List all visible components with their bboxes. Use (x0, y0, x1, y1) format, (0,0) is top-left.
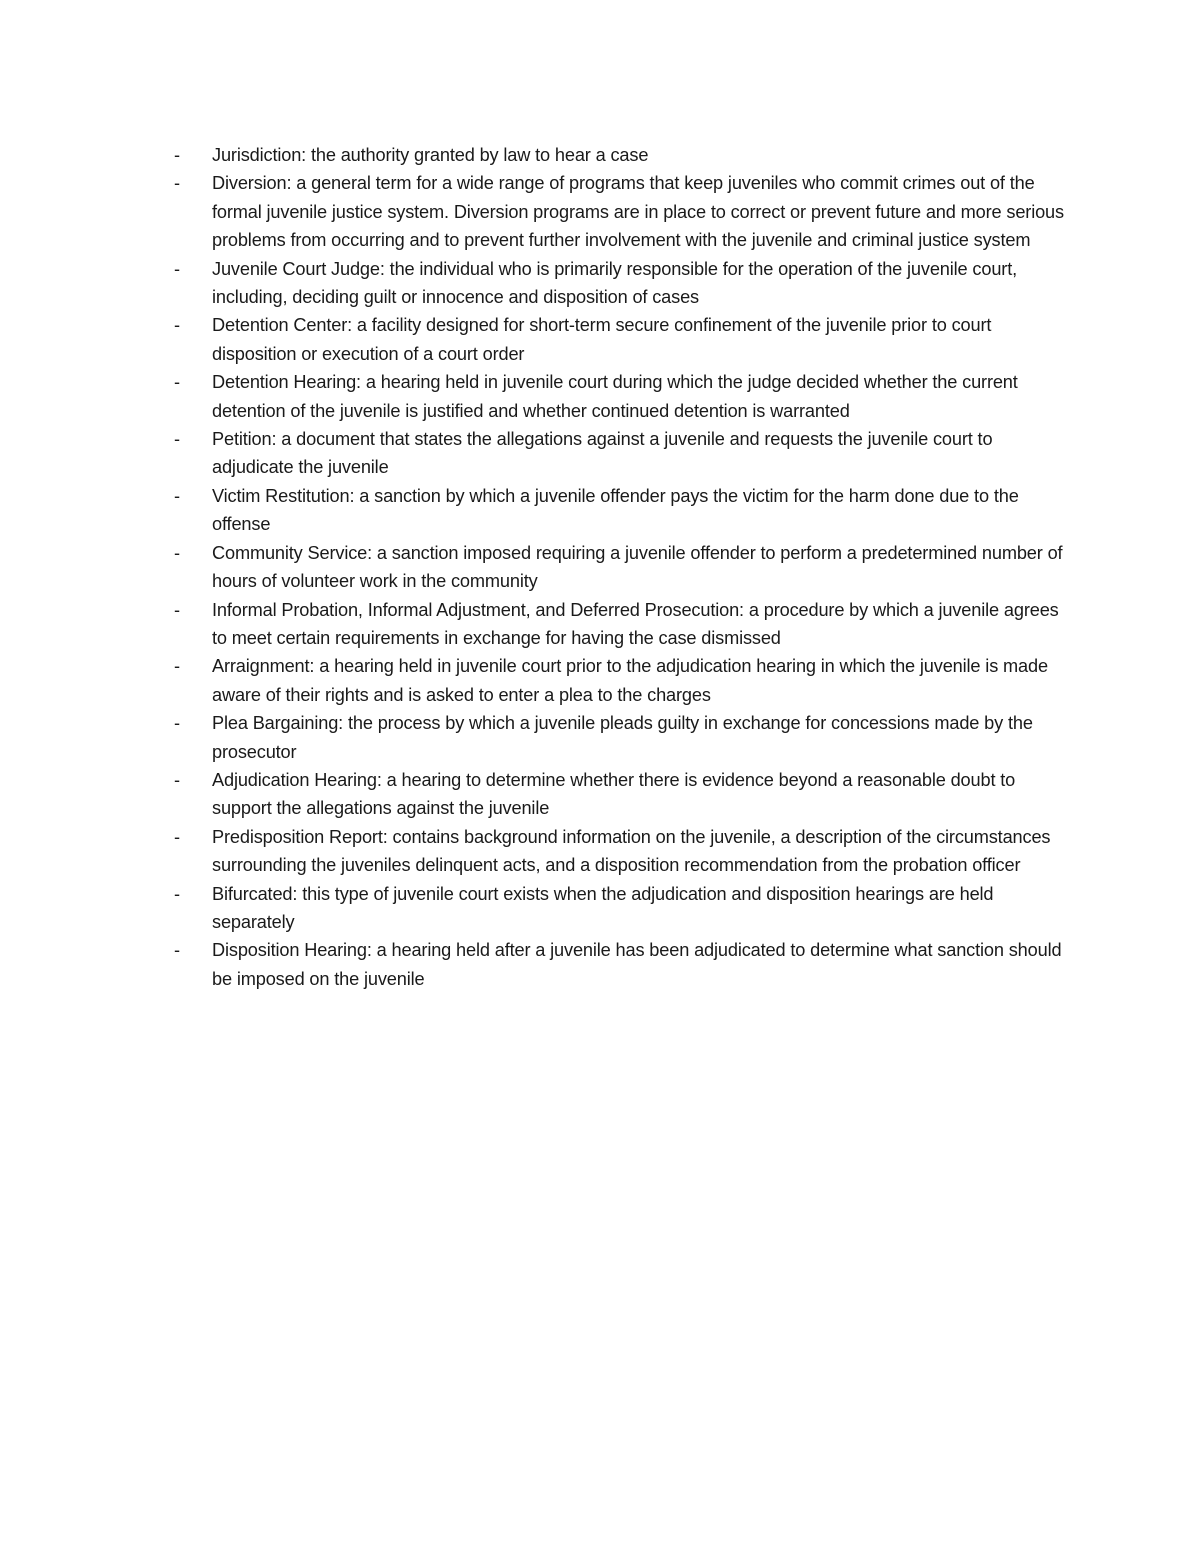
list-item-text: Disposition Hearing: a hearing held after a juvenile has been adjudicated to determine what sanction should be imposed on the juvenile (212, 940, 1062, 989)
bullet-dash: - (174, 145, 180, 165)
bullet-dash: - (174, 883, 180, 904)
list-item-text: Informal Probation, Informal Adjustment, and Deferred Prosecution: a procedure by which a juvenile agrees to meet certain requirements in exchange for having the case dismissed (212, 599, 1059, 648)
bullet-dash: - (174, 713, 180, 734)
list-item (174, 596, 1074, 653)
bullet-dash: - (174, 258, 180, 279)
list-item (174, 652, 1074, 709)
bullet-dash: - (174, 542, 180, 563)
bullet-dash: - (174, 429, 180, 450)
list-item (174, 169, 1074, 254)
list-item-text: Petition: a document that states the allegations against a juvenile and requests the juvenile court to adjudicate the juvenile (212, 429, 993, 478)
bullet-dash: - (174, 940, 180, 961)
bullet-dash: - (174, 769, 180, 790)
list-item-text: Community Service: a sanction imposed requiring a juvenile offender to perform a predetermined number of hours of volunteer work in the community (212, 542, 1063, 592)
bullet-dash: - (174, 599, 180, 620)
list-item-text: Detention Center: a facility designed for short-term secure confinement of the juvenile prior to court disposition or execution of a court order (212, 315, 992, 364)
list-item (174, 766, 1074, 823)
list-item (174, 311, 1074, 368)
list-item-text: Plea Bargaining: the process by which a juvenile pleads guilty in exchange for concessions made by the prosecutor (212, 713, 1033, 762)
list-item-text: Bifurcated: this type of juvenile court exists when the adjudication and disposition hearings are held separately (212, 883, 994, 932)
list-item-text: Adjudication Hearing: a hearing to determine whether there is evidence beyond a reasonable doubt to support the allegations against the juvenile (212, 769, 1016, 819)
bullet-dash: - (174, 485, 180, 506)
list-item (174, 482, 1074, 539)
list-item-text: Detention Hearing: a hearing held in juvenile court during which the judge decided whether the current detention of the juvenile is justified and whether continued detention is warranted (212, 372, 1018, 421)
list-item (174, 709, 1074, 766)
list-item-text: Diversion: a general term for a wide range of programs that keep juveniles who commit crimes out of the formal juvenile justice system. Diversion programs are in place to correct or prevent future and more serious problems from occurring and to prevent further involvement with the juvenile and criminal justice system (212, 173, 1064, 251)
bullet-dash: - (174, 826, 180, 847)
list-item-text: Predisposition Report: contains background information on the juvenile, a description of the circumstances surrounding the juveniles delinquent acts, and a disposition recommendation from the probation officer (212, 826, 1051, 876)
list-item-text: Juvenile Court Judge: the individual who is primarily responsible for the operation of the juvenile court, including, deciding guilt or innocence and disposition of cases (212, 258, 1018, 308)
list-item (174, 141, 1074, 169)
list-item (174, 880, 1074, 937)
definition-list (174, 141, 1074, 993)
list-item (174, 539, 1074, 596)
list-item-text: Arraignment: a hearing held in juvenile court prior to the adjudication hearing in which the juvenile is made aware of their rights and is asked to enter a plea to the charges (212, 656, 1048, 705)
list-item (174, 368, 1074, 425)
list-item-text: Jurisdiction: the authority granted by law to hear a case (212, 145, 649, 165)
list-item (174, 425, 1074, 482)
list-item (174, 823, 1074, 880)
bullet-dash: - (174, 656, 180, 677)
list-item (174, 255, 1074, 312)
bullet-dash: - (174, 315, 180, 336)
bullet-dash: - (174, 372, 180, 393)
list-item-text: Victim Restitution: a sanction by which a juvenile offender pays the victim for the harm done due to the offense (212, 485, 1019, 535)
bullet-dash: - (174, 173, 180, 194)
list-item (174, 936, 1074, 993)
